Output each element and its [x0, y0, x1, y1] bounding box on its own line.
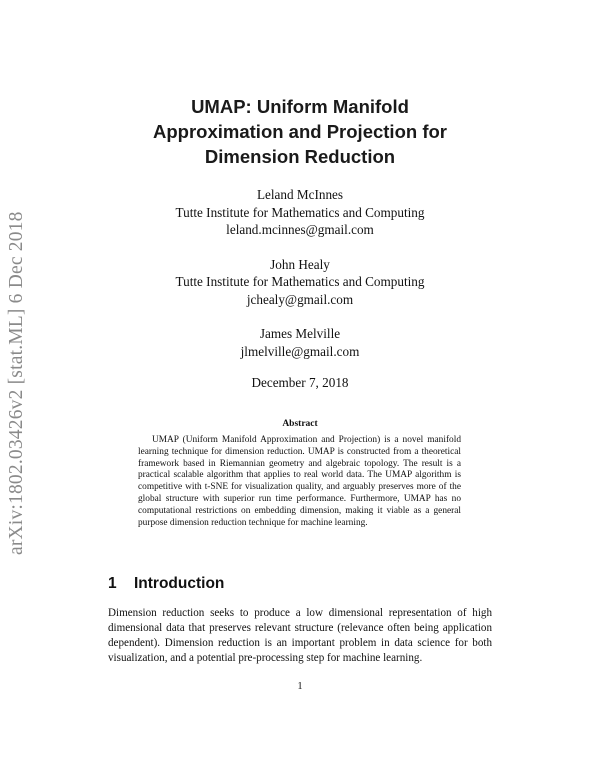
- section-title: Introduction: [134, 575, 225, 592]
- author-name: James Melville: [259, 326, 341, 341]
- author-block: [100, 325, 500, 360]
- title-line: UMAP: Uniform Manifold: [191, 96, 409, 117]
- abstract-text: UMAP (Uniform Manifold Approximation and Projection) is a novel manifold learning technique for dimension reduction. UMAP is constructed from a theoretical framework based in Riemannian geometry and algebraic topology. The result is a practical scalable algorithm that applies to real world data. The UMAP algorithm is competitive with t-SNE for visualization quality, and arguably preserves more of the global structure with superior run time performance. Furthermore, UMAP has no computational restrictions on embedding dimension, making it viable as a general purpose dimension reduction technique for machine learning.: [138, 435, 461, 528]
- paper-title: [100, 94, 500, 169]
- author-name: Leland McInnes: [256, 187, 344, 202]
- author-email: jchealy@gmail.com: [246, 291, 354, 307]
- author-affiliation: Tutte Institute for Mathematics and Computing: [175, 204, 425, 220]
- author-block: [100, 186, 500, 239]
- author-name: John Healy: [270, 256, 330, 272]
- author-list: [100, 186, 500, 377]
- author-email: leland.mcinnes@gmail.com: [226, 222, 374, 237]
- publication-date: December 7, 2018: [251, 375, 349, 390]
- author-affiliation: Tutte Institute for Mathematics and Computing: [175, 274, 425, 289]
- abstract-heading: Abstract: [282, 419, 318, 429]
- section-heading: [108, 575, 224, 593]
- section-number: 1: [108, 575, 117, 592]
- section-paragraph: Dimension reduction seeks to produce a low dimensional representation of high dimensional data that preserves relevant structure (relevance often being application dependent). Dimension reduction is an important problem in data science for both visualization, and a potential pre-processing step for machine learning.: [108, 607, 492, 665]
- author-email: jlmelville@gmail.com: [240, 343, 360, 359]
- arxiv-stamp: arXiv:1802.03426v2 [stat.ML] 6 Dec 2018: [6, 211, 27, 555]
- title-line: Approximation and Projection for: [153, 121, 447, 142]
- author-block: [100, 256, 500, 309]
- title-line: Dimension Reduction: [204, 146, 396, 167]
- page-number: 1: [297, 681, 303, 692]
